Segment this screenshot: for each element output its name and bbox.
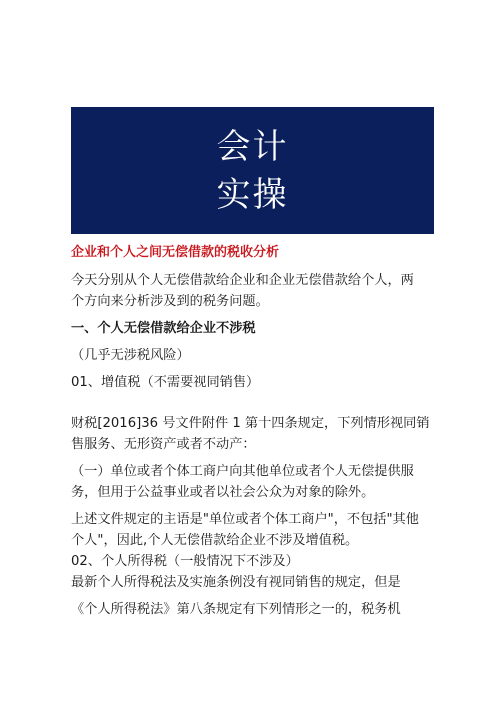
paragraph-2-line-1: （一）单位或者个体工商户向其他单位或者个人无偿提供服 (71, 464, 414, 479)
intro-line-1: 今天分别从个人无偿借款给企业和企业无偿借款给个人，两 (71, 273, 414, 288)
paragraph-3-line-1: 上述文件规定的主语是"单位或者个体工商户"，不包括"其他 (71, 512, 419, 527)
header-banner (71, 107, 434, 234)
paragraph-2-line-2: 务，但用于公益事业或者以社会公众为对象的除外。 (71, 485, 375, 500)
paragraph-4-line-1: 最新个人所得税法及实施条例没有视同销售的规定，但是 (71, 575, 401, 590)
paragraph-4-line-2: 《个人所得税法》第八条规定有下列情形之一的，税务机 (71, 602, 401, 617)
article-body (71, 242, 443, 620)
section-heading-1: 一、个人无偿借款给企业不涉税 (71, 321, 256, 336)
section-note: （几乎无涉税风险） (71, 348, 190, 363)
article-title: 企业和个人之间无偿借款的税收分析 (71, 245, 280, 260)
paragraph-3-line-2: 个人"，因此,个人无偿借款给企业不涉及增值税。 (71, 533, 359, 548)
paragraph-1-line-2: 售服务、无形资产或者不动产： (71, 437, 256, 452)
banner-line-1: 会计 (216, 126, 289, 167)
subheading-02: 02、个人所得税（一般情况下不涉及） (71, 554, 299, 569)
intro-line-2: 个方向来分析涉及到的税务问题。 (71, 294, 269, 309)
banner-line-2: 实操 (216, 174, 289, 215)
paragraph-1-line-1: 财税[2016]36 号文件附件 1 第十四条规定，下列情形视同销 (71, 416, 430, 431)
subheading-01: 01、增值税（不需要视同销售） (71, 375, 260, 390)
